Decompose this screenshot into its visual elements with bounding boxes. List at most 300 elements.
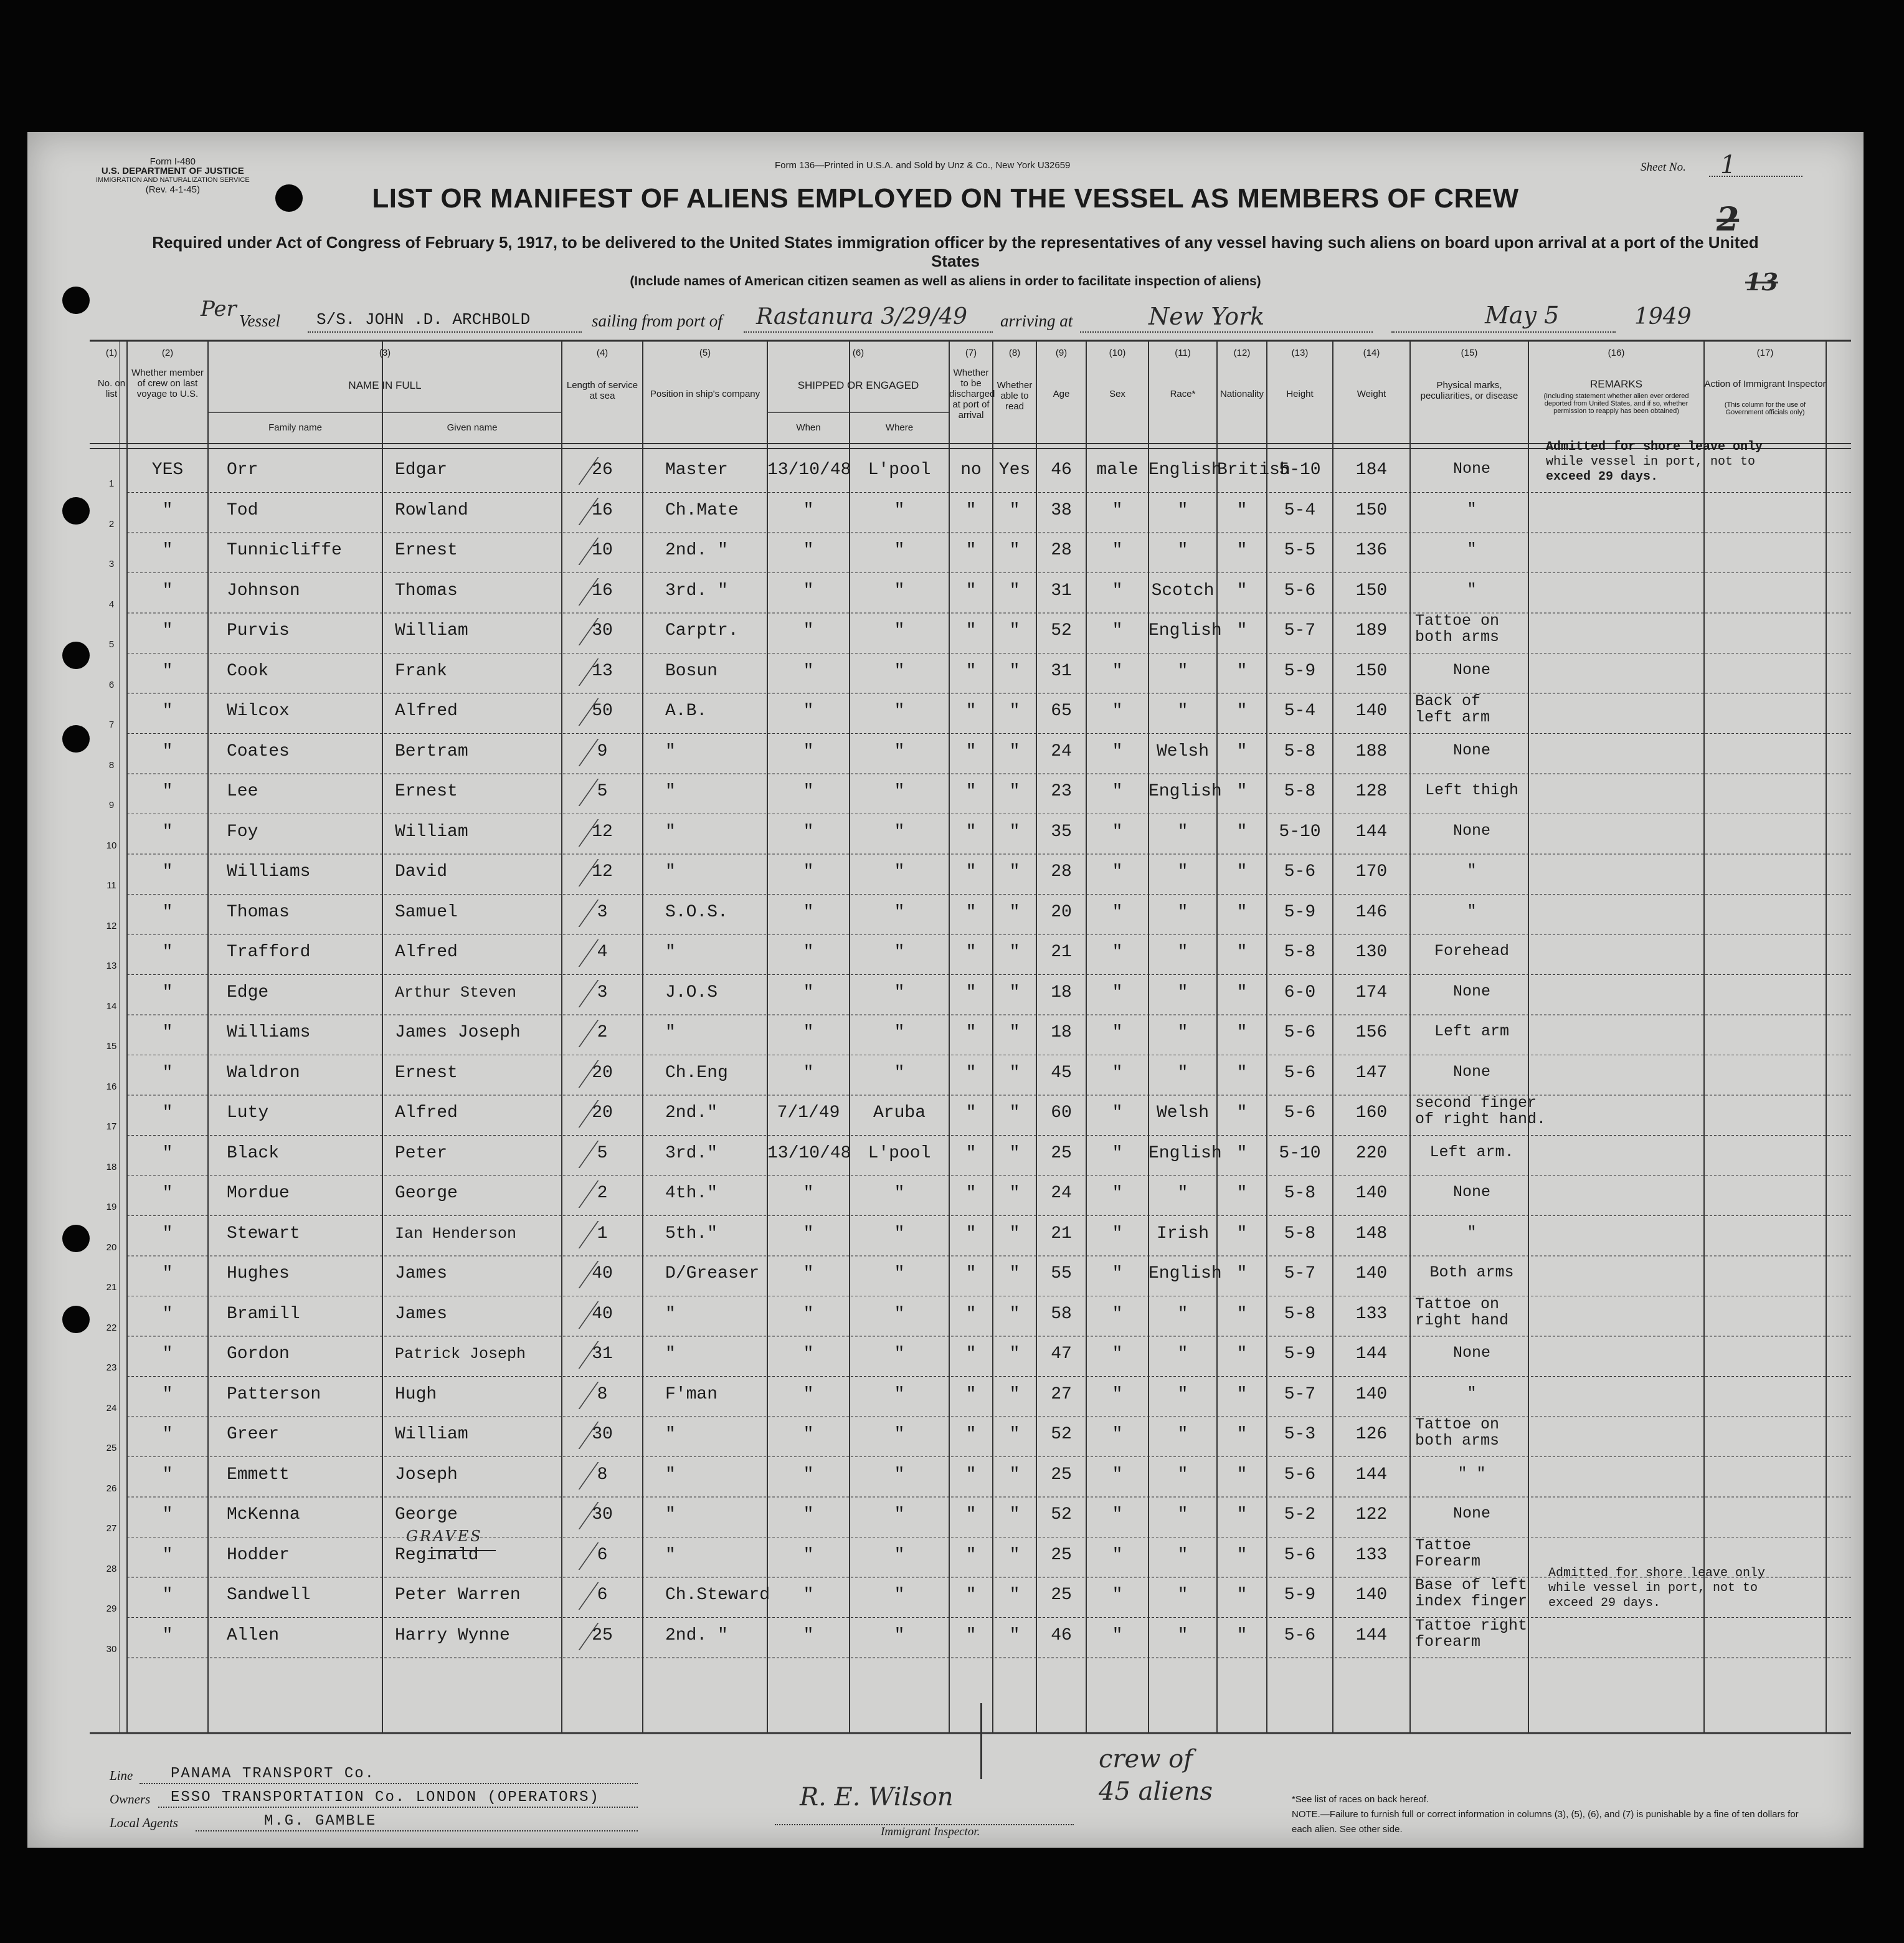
family-name-cell: Gordon xyxy=(227,1344,290,1364)
position-cell: " xyxy=(665,782,676,801)
nationality-cell: " xyxy=(1236,701,1248,721)
row-number: 30 xyxy=(106,1643,117,1655)
discharged-cell: " xyxy=(965,1264,977,1283)
manifest-sheet xyxy=(27,132,1864,1848)
family-name-cell: Williams xyxy=(227,862,311,881)
sex-cell: " xyxy=(1112,943,1123,962)
row-number: 28 xyxy=(106,1563,117,1574)
height-cell: 5-6 xyxy=(1284,1103,1316,1123)
position-cell: D/Greaser xyxy=(665,1264,760,1283)
able-to-read-cell: " xyxy=(1009,862,1020,881)
given-name-cell: Frank xyxy=(395,661,448,681)
race-cell: " xyxy=(1177,1344,1188,1364)
physical-marks-cell xyxy=(1415,582,1528,598)
position-cell: J.O.S xyxy=(665,982,718,1002)
sex-cell: " xyxy=(1112,1184,1123,1203)
nationality-cell: " xyxy=(1236,1143,1248,1163)
position-cell: 3rd." xyxy=(665,1143,718,1163)
height-cell: 5-7 xyxy=(1284,1264,1316,1283)
legal-subtitle: Required under Act of Congress of February 5, 1917, to be delivered to the United States immigration officer by the representatives of any vessel having such aliens on board upon arrival at a port of the United States xyxy=(152,233,1759,270)
height-cell: 5-6 xyxy=(1284,862,1316,881)
column-number: (2) xyxy=(161,348,174,358)
header-given-name: Given name xyxy=(447,422,498,433)
column-number: (10) xyxy=(1109,348,1126,358)
height-cell: 5-7 xyxy=(1284,621,1316,640)
physical-marks-line: None xyxy=(1452,821,1490,840)
sex-cell: " xyxy=(1112,1384,1123,1404)
discharged-cell: " xyxy=(965,943,977,962)
able-to-read-cell: " xyxy=(1009,1344,1020,1364)
position-cell: A.B. xyxy=(665,701,708,721)
nationality-cell: " xyxy=(1236,661,1248,681)
header-name-in-full: NAME IN FULL xyxy=(348,379,422,391)
discharged-cell: " xyxy=(965,500,977,520)
sex-cell: " xyxy=(1112,621,1123,640)
given-name-cell: Peter Warren xyxy=(395,1585,521,1605)
given-name-cell: Samuel xyxy=(395,902,458,922)
physical-marks-line: Tattoe right xyxy=(1415,1616,1528,1635)
age-cell: 28 xyxy=(1051,862,1072,881)
column-number: (5) xyxy=(699,348,711,358)
position-cell: S.O.S. xyxy=(665,902,728,922)
header-family-name: Family name xyxy=(268,422,322,433)
shipped-when-cell: " xyxy=(803,661,814,681)
row-number: 11 xyxy=(107,880,116,891)
service-length-cell: 8 xyxy=(597,1384,608,1404)
position-cell: 2nd. " xyxy=(665,1625,728,1645)
row-number: 17 xyxy=(106,1121,117,1132)
physical-marks-cell xyxy=(1415,1094,1546,1128)
header-remarks: REMARKS xyxy=(1589,378,1643,390)
given-name-cell: William xyxy=(395,822,468,842)
shipped-where-cell: " xyxy=(894,1625,905,1645)
family-name-cell: Sandwell xyxy=(227,1585,311,1605)
line-label: Line xyxy=(110,1768,133,1783)
physical-marks-line: None xyxy=(1452,1504,1490,1523)
able-to-read-cell: " xyxy=(1009,1184,1020,1203)
sex-cell: " xyxy=(1112,1264,1123,1283)
physical-marks-line: both arms xyxy=(1415,1432,1500,1450)
position-cell: " xyxy=(665,741,676,761)
previous-voyage-cell: " xyxy=(162,1425,173,1444)
service-length-cell: 20 xyxy=(592,1103,613,1123)
given-name-cell: Alfred xyxy=(395,701,458,721)
column-number: (9) xyxy=(1055,348,1068,358)
sex-cell: " xyxy=(1112,1023,1123,1042)
shipped-where-cell: " xyxy=(894,862,905,881)
weight-cell: 126 xyxy=(1355,1425,1388,1444)
shipped-where-cell: " xyxy=(894,701,905,721)
given-name-cell: Edgar xyxy=(395,460,448,480)
row-number: 8 xyxy=(108,759,115,771)
service-length-cell: 5 xyxy=(597,1143,608,1163)
nationality-cell: " xyxy=(1236,541,1248,560)
previous-voyage-cell: " xyxy=(162,782,173,801)
height-cell: 5-8 xyxy=(1284,782,1316,801)
column-number: (6) xyxy=(852,348,864,358)
given-name-cell: Alfred xyxy=(395,943,458,962)
service-length-cell: 16 xyxy=(592,500,613,520)
footnotes xyxy=(1292,1792,1802,1837)
nationality-cell: " xyxy=(1236,1465,1248,1485)
shipped-when-cell: " xyxy=(803,1023,814,1042)
physical-marks-line: Left arm. xyxy=(1429,1143,1514,1161)
able-to-read-cell: " xyxy=(1009,1103,1020,1123)
family-name-cell: Emmett xyxy=(227,1465,290,1485)
agents-label: Local Agents xyxy=(110,1815,178,1830)
weight-cell: 150 xyxy=(1355,581,1388,601)
column-number: (7) xyxy=(965,348,977,358)
race-cell: " xyxy=(1177,1505,1188,1524)
discharged-cell: " xyxy=(965,741,977,761)
age-cell: 47 xyxy=(1051,1344,1072,1364)
age-cell: 52 xyxy=(1051,1425,1072,1444)
previous-voyage-cell: " xyxy=(162,1625,173,1645)
races-footnote: *See list of races on back hereof. xyxy=(1292,1794,1429,1805)
nationality-cell: " xyxy=(1236,782,1248,801)
service-length-cell: 26 xyxy=(592,460,613,480)
row-number: 22 xyxy=(106,1322,117,1333)
sex-cell: " xyxy=(1112,782,1123,801)
weight-cell: 140 xyxy=(1355,1264,1388,1283)
shipped-where-cell: " xyxy=(894,621,905,640)
column-number: (16) xyxy=(1608,348,1625,358)
physical-marks-cell xyxy=(1415,1506,1528,1522)
service-length-cell: 3 xyxy=(597,982,608,1002)
height-cell: 5-8 xyxy=(1284,1304,1316,1324)
header-position: Position in ship's company xyxy=(650,389,760,399)
able-to-read-cell: " xyxy=(1009,822,1020,842)
previous-voyage-cell: " xyxy=(162,822,173,842)
physical-marks-cell xyxy=(1415,613,1528,645)
weight-cell: 133 xyxy=(1355,1304,1388,1324)
shipped-when-cell: " xyxy=(803,1545,814,1565)
family-name-cell: McKenna xyxy=(227,1505,300,1524)
position-cell: " xyxy=(665,1465,676,1485)
position-cell: " xyxy=(665,1425,676,1444)
previous-voyage-cell: " xyxy=(162,1545,173,1565)
given-name-cell: Alfred xyxy=(395,1103,458,1123)
age-cell: 23 xyxy=(1051,782,1072,801)
shipped-when-cell: " xyxy=(803,581,814,601)
physical-marks-cell xyxy=(1415,1184,1528,1200)
shipped-where-cell: " xyxy=(894,741,905,761)
physical-marks-cell xyxy=(1415,693,1528,726)
age-cell: 25 xyxy=(1051,1585,1072,1605)
sex-cell: " xyxy=(1112,1344,1123,1364)
service-length-cell: 5 xyxy=(597,782,608,801)
discharged-cell: " xyxy=(965,1023,977,1042)
family-name-cell: Hodder xyxy=(227,1545,290,1565)
shore-leave-stamp-bottom xyxy=(1548,1566,1765,1611)
position-cell: " xyxy=(665,862,676,881)
shipped-when-cell: " xyxy=(803,902,814,922)
race-cell: Welsh xyxy=(1156,1103,1209,1123)
discharged-cell: " xyxy=(965,541,977,560)
sailing-port: Rastanura 3/29/49 xyxy=(756,304,968,330)
crew-note-line: 45 aliens xyxy=(1099,1777,1213,1806)
weight-cell: 144 xyxy=(1355,1465,1388,1485)
arriving-port: New York xyxy=(1149,303,1265,330)
row-number: 5 xyxy=(108,639,115,650)
form-number: Form I-480 xyxy=(149,156,196,167)
discharged-cell: " xyxy=(965,1344,977,1364)
shipped-when-cell: " xyxy=(803,1384,814,1404)
row-number: 16 xyxy=(106,1081,117,1092)
family-name-cell: Purvis xyxy=(227,621,290,640)
race-cell: Scotch xyxy=(1151,581,1215,601)
row-number: 27 xyxy=(106,1523,117,1534)
shipped-when-cell: " xyxy=(803,1505,814,1524)
given-name-cell: James xyxy=(395,1304,448,1324)
shipped-where-cell: " xyxy=(894,1184,905,1203)
column-number: (14) xyxy=(1363,348,1380,358)
nationality-cell: " xyxy=(1236,1505,1248,1524)
physical-marks-line: " " xyxy=(1457,1464,1486,1483)
service-length-cell: 30 xyxy=(592,621,613,640)
shipped-where-cell: " xyxy=(894,1344,905,1364)
instruction-note: (Include names of American citizen seamen as well as aliens in order to facilitate inspection of aliens) xyxy=(630,274,1261,288)
race-cell: English xyxy=(1149,782,1222,801)
nationality-cell: " xyxy=(1236,500,1248,520)
previous-voyage-cell: " xyxy=(162,943,173,962)
row-number: 1 xyxy=(108,478,115,489)
row-number: 7 xyxy=(108,720,115,730)
column-number: (13) xyxy=(1291,348,1309,358)
shipped-when-cell: " xyxy=(803,862,814,881)
previous-voyage-cell: " xyxy=(162,581,173,601)
physical-marks-line: right hand xyxy=(1415,1311,1509,1329)
service-length-cell: 40 xyxy=(592,1304,613,1324)
previous-voyage-cell: " xyxy=(162,621,173,640)
position-cell: 5th." xyxy=(665,1223,718,1243)
position-cell: 4th." xyxy=(665,1184,718,1203)
shipped-where-cell: " xyxy=(894,822,905,842)
given-name-cell: George xyxy=(395,1505,458,1524)
able-to-read-cell: " xyxy=(1009,982,1020,1002)
shipped-where-cell: L'pool xyxy=(868,1143,931,1163)
family-name-cell: Thomas xyxy=(227,902,290,922)
discharged-cell: " xyxy=(965,1384,977,1404)
age-cell: 28 xyxy=(1051,541,1072,560)
height-cell: 6-0 xyxy=(1284,982,1316,1002)
able-to-read-cell: " xyxy=(1009,1223,1020,1243)
height-cell: 5-8 xyxy=(1284,1184,1316,1203)
physical-marks-cell xyxy=(1415,1064,1528,1080)
physical-marks-line: " xyxy=(1467,862,1477,880)
position-cell: " xyxy=(665,1545,676,1565)
physical-marks-line: None xyxy=(1452,460,1490,478)
form-revision: (Rev. 4-1-45) xyxy=(145,184,200,195)
service-length-cell: 31 xyxy=(592,1344,613,1364)
physical-marks-line: Forehead xyxy=(1434,942,1510,960)
shipped-when-cell: 13/10/48 xyxy=(767,460,851,480)
race-cell: " xyxy=(1177,1545,1188,1565)
position-cell: Bosun xyxy=(665,661,718,681)
previous-voyage-cell: " xyxy=(162,1505,173,1524)
row-number: 9 xyxy=(108,800,115,810)
weight-cell: 150 xyxy=(1355,500,1388,520)
able-to-read-cell: " xyxy=(1009,701,1020,721)
physical-marks-line: Forearm xyxy=(1415,1552,1481,1570)
able-to-read-cell: " xyxy=(1009,581,1020,601)
physical-marks-cell xyxy=(1415,1345,1528,1361)
header-nationality: Nationality xyxy=(1220,389,1264,399)
weight-cell: 174 xyxy=(1355,982,1388,1002)
service-length-cell: 6 xyxy=(597,1585,608,1605)
nationality-cell: " xyxy=(1236,581,1248,601)
sex-cell: male xyxy=(1096,460,1139,480)
shipped-where-cell: " xyxy=(894,1223,905,1243)
race-cell: " xyxy=(1177,822,1188,842)
discharged-cell: " xyxy=(965,701,977,721)
physical-marks-cell xyxy=(1415,903,1528,919)
able-to-read-cell: " xyxy=(1009,1063,1020,1083)
previous-voyage-cell: " xyxy=(162,982,173,1002)
family-name-cell: Black xyxy=(227,1143,280,1163)
race-cell: " xyxy=(1177,982,1188,1002)
physical-marks-line: Back of xyxy=(1415,692,1481,710)
previous-voyage-cell: " xyxy=(162,661,173,681)
row-number: 15 xyxy=(106,1041,117,1052)
weight-cell: 148 xyxy=(1355,1223,1388,1243)
nationality-cell: " xyxy=(1236,1023,1248,1042)
position-cell: Master xyxy=(665,460,728,480)
previous-voyage-cell: " xyxy=(162,1023,173,1042)
sex-cell: " xyxy=(1112,1063,1123,1083)
physical-marks-line: None xyxy=(1452,1183,1490,1201)
shipped-where-cell: " xyxy=(894,1545,905,1565)
age-cell: 18 xyxy=(1051,982,1072,1002)
shipped-when-cell: " xyxy=(803,782,814,801)
sex-cell: " xyxy=(1112,581,1123,601)
row-number: 20 xyxy=(106,1242,117,1253)
weight-cell: 150 xyxy=(1355,661,1388,681)
given-name-cell: James Joseph xyxy=(395,1023,521,1042)
discharged-cell: " xyxy=(965,1545,977,1565)
sex-cell: " xyxy=(1112,1545,1123,1565)
row-number: 25 xyxy=(106,1443,117,1453)
physical-marks-line: Tattoe xyxy=(1415,1536,1472,1554)
column-number: (15) xyxy=(1461,348,1478,358)
shipped-where-cell: " xyxy=(894,1425,905,1444)
service-length-cell: 13 xyxy=(592,661,613,681)
given-name-cell: Peter xyxy=(395,1143,448,1163)
height-cell: 5-8 xyxy=(1284,741,1316,761)
shipped-where-cell: " xyxy=(894,1304,905,1324)
position-cell: " xyxy=(665,1344,676,1364)
age-cell: 38 xyxy=(1051,500,1072,520)
nationality-cell: " xyxy=(1236,943,1248,962)
shipped-when-cell: " xyxy=(803,1625,814,1645)
physical-marks-cell xyxy=(1415,1296,1528,1329)
able-to-read-cell: " xyxy=(1009,1505,1020,1524)
header-sex: Sex xyxy=(1109,389,1125,399)
sex-cell: " xyxy=(1112,1223,1123,1243)
physical-marks-cell xyxy=(1415,1618,1528,1650)
nationality-cell: " xyxy=(1236,1103,1248,1123)
shipped-when-cell: " xyxy=(803,541,814,560)
height-cell: 5-8 xyxy=(1284,1223,1316,1243)
row-number: 29 xyxy=(106,1603,117,1614)
weight-cell: 133 xyxy=(1355,1545,1388,1565)
service-length-cell: 4 xyxy=(597,943,608,962)
discharged-cell: " xyxy=(965,1103,977,1123)
physical-marks-line: Left thigh xyxy=(1424,781,1519,799)
weight-cell: 140 xyxy=(1355,1585,1388,1605)
family-name-cell: Tod xyxy=(227,500,258,520)
height-cell: 5-6 xyxy=(1284,1023,1316,1042)
family-name-cell: Luty xyxy=(227,1103,269,1123)
position-cell: Ch.Mate xyxy=(665,500,739,520)
service-length-cell: 20 xyxy=(592,1063,613,1083)
shipped-when-cell: " xyxy=(803,1344,814,1364)
sex-cell: " xyxy=(1112,1143,1123,1163)
service-length-cell: 10 xyxy=(592,541,613,560)
race-cell: " xyxy=(1177,1304,1188,1324)
able-to-read-cell: " xyxy=(1009,782,1020,801)
race-cell: " xyxy=(1177,661,1188,681)
physical-marks-line: " xyxy=(1467,540,1477,558)
height-cell: 5-6 xyxy=(1284,1545,1316,1565)
shipped-when-cell: 7/1/49 xyxy=(777,1103,840,1123)
owners-label: Owners xyxy=(110,1792,151,1807)
position-cell: " xyxy=(665,1023,676,1042)
discharged-cell: " xyxy=(965,1184,977,1203)
age-cell: 52 xyxy=(1051,1505,1072,1524)
crew-note-line: crew of xyxy=(1099,1745,1193,1774)
header-remarks-note: (Including statement whether alien ever ordered deported from United States, and if so, whether permission to reapply has been obtained) xyxy=(1543,392,1689,415)
discharged-cell: " xyxy=(965,1505,977,1524)
header-age: Age xyxy=(1053,389,1070,399)
physical-marks-cell xyxy=(1415,1385,1528,1402)
column-number: (4) xyxy=(596,348,609,358)
header-race: Race* xyxy=(1170,389,1196,399)
race-cell: " xyxy=(1177,1384,1188,1404)
nationality-cell: " xyxy=(1236,1545,1248,1565)
discharged-cell: " xyxy=(965,1063,977,1083)
able-to-read-cell: " xyxy=(1009,1264,1020,1283)
family-name-cell: Waldron xyxy=(227,1063,300,1083)
position-cell: 2nd. " xyxy=(665,541,728,560)
able-to-read-cell: " xyxy=(1009,500,1020,520)
height-cell: 5-2 xyxy=(1284,1505,1316,1524)
physical-marks-cell xyxy=(1415,501,1528,518)
sheet-number: 1 xyxy=(1720,151,1736,179)
service-length-cell: 2 xyxy=(597,1023,608,1042)
service-length-cell: 6 xyxy=(597,1545,608,1565)
physical-marks-line: None xyxy=(1452,982,1490,1000)
able-to-read-cell: " xyxy=(1009,1023,1020,1042)
discharged-cell: " xyxy=(965,1625,977,1645)
height-cell: 5-4 xyxy=(1284,500,1316,520)
nationality-cell: " xyxy=(1236,1264,1248,1283)
row-number: 18 xyxy=(106,1161,117,1172)
previous-voyage-cell: " xyxy=(162,1223,173,1243)
able-to-read-cell: " xyxy=(1009,1545,1020,1565)
sex-cell: " xyxy=(1112,1585,1123,1605)
sex-cell: " xyxy=(1112,500,1123,520)
physical-marks-cell xyxy=(1415,823,1528,839)
physical-marks-line: index finger xyxy=(1415,1592,1528,1610)
header-inspector-note: (This column for the use of Government officials only) xyxy=(1724,401,1806,416)
weight-cell: 130 xyxy=(1355,943,1388,962)
arrival-year: 1949 xyxy=(1634,304,1692,330)
row-number: 6 xyxy=(108,679,115,690)
header-weight: Weight xyxy=(1357,389,1386,399)
race-cell: English xyxy=(1149,460,1222,480)
able-to-read-cell: Yes xyxy=(998,460,1031,480)
